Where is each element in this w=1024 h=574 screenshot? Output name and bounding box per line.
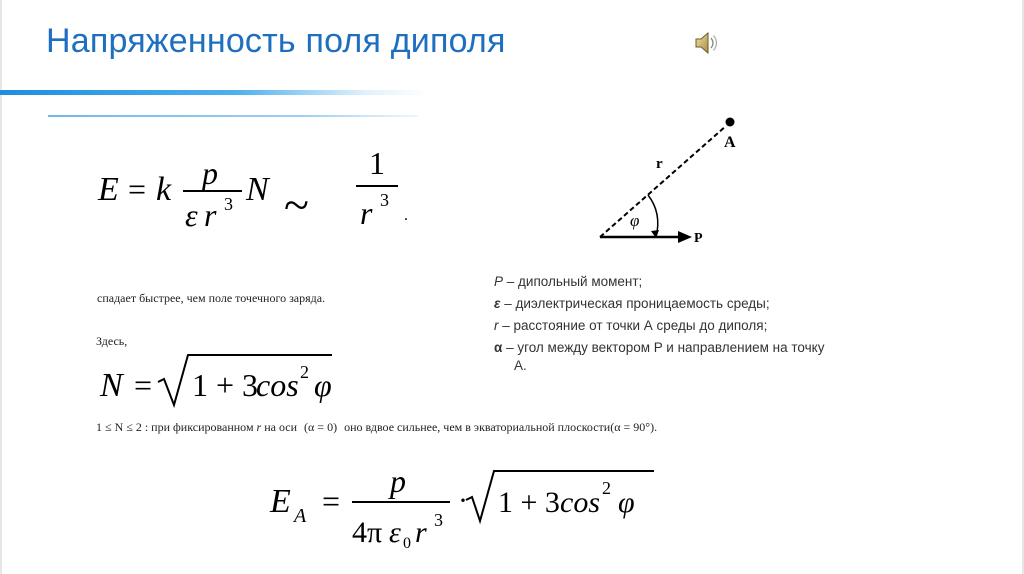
range-text-b: на оси — [264, 420, 298, 434]
range-cond1: (α = 0) — [304, 420, 338, 434]
slide-title: Напряженность поля диполя — [46, 22, 506, 60]
angle-label: φ — [630, 211, 640, 230]
formula-EA-cos: cos — [560, 486, 600, 519]
formula-EA-sub0: 0 — [403, 535, 411, 552]
formula-E: E — [98, 171, 119, 208]
formula-field-A — [262, 462, 662, 562]
legend-symbol: r — [494, 318, 499, 333]
legend-symbol: α — [494, 340, 503, 355]
formula-frac-den-exp: 3 — [380, 190, 389, 210]
legend-text: – расстояние от точки А среды до диполя; — [502, 318, 768, 333]
formula-N-left: N — [100, 367, 123, 404]
formula-N-phi: φ — [314, 367, 332, 403]
r-line — [600, 126, 726, 237]
formula-EA-eq: = — [322, 483, 341, 519]
formula-den-eps: ε — [185, 197, 198, 233]
legend-item-P — [494, 271, 824, 293]
speaker-icon[interactable] — [693, 30, 719, 56]
legend-text: – дипольный момент; — [506, 274, 643, 289]
range-note — [96, 420, 657, 435]
formula-N-radicand: 1 + 3 — [192, 367, 259, 403]
formula-EA-r: r — [415, 516, 427, 549]
formula-N-eq: = — [134, 367, 153, 403]
point-A-label: A — [724, 134, 736, 151]
legend-symbol: ε — [494, 296, 501, 311]
point-A — [726, 118, 735, 127]
title-accent-rule — [0, 90, 430, 95]
legend-item-eps — [494, 293, 824, 315]
range-text-c: оно вдвое сильнее, чем в экваториальной плоскости — [344, 420, 611, 434]
formula-EA-phi: φ — [618, 486, 635, 519]
range-text-a: : при фиксированном — [144, 420, 254, 434]
formula-frac-num: 1 — [369, 145, 385, 181]
range-r: r — [256, 420, 262, 434]
note-here: Здесь, — [96, 334, 128, 348]
formula-sim: ~ — [284, 179, 309, 230]
formula-EA-exp2: 2 — [602, 478, 611, 498]
dipole-vector-arrowhead — [678, 231, 692, 243]
formula-num-p: p — [202, 155, 218, 191]
formula-EA-sub: A — [294, 505, 307, 527]
slide-left-border — [0, 0, 2, 574]
vector-P-label: P — [694, 231, 703, 246]
legend-text: – угол между вектором P и направлением на точку — [506, 340, 825, 355]
formula-EA-eps: ε — [389, 516, 401, 549]
r-label: r — [656, 156, 663, 172]
legend-text: – диэлектрическая проницаемость среды; — [504, 296, 770, 311]
formula-den-exp: 3 — [224, 194, 233, 214]
legend-continuation: А. — [514, 358, 527, 373]
formula-eq: = — [128, 171, 147, 207]
range-end: . — [654, 420, 658, 434]
formula-dot: . — [404, 207, 408, 224]
formula-den-r: r — [204, 197, 217, 233]
formula-field-strength — [90, 140, 430, 250]
range-cond2: (α = 90°) — [610, 420, 655, 434]
formula-N: N — [246, 171, 269, 208]
range-bounds: 1 ≤ N ≤ 2 — [96, 420, 142, 434]
legend-item-r — [494, 315, 824, 337]
formula-EA-mul: · — [458, 484, 468, 517]
legend-symbol: P — [494, 274, 504, 289]
formula-EA-radicand: 1 + 3 — [498, 486, 560, 519]
formula-EA-E: E — [270, 483, 291, 520]
legend-list — [494, 271, 824, 373]
note-falls-faster: спадает быстрее, чем поле точечного заряда. — [97, 291, 326, 305]
dipole-diagram — [590, 110, 770, 255]
formula-EA-4pi: 4π — [352, 516, 383, 549]
formula-frac-den-r: r — [360, 195, 373, 231]
formula-EA-exp: 3 — [434, 510, 443, 530]
formula-N-definition — [92, 348, 352, 414]
formula-N-cos: cos — [256, 367, 299, 403]
formula-k: k — [156, 171, 172, 208]
content-divider — [48, 115, 418, 117]
formula-EA-num: p — [390, 463, 406, 499]
formula-N-exp: 2 — [300, 362, 309, 382]
legend-item-alpha — [494, 337, 824, 359]
